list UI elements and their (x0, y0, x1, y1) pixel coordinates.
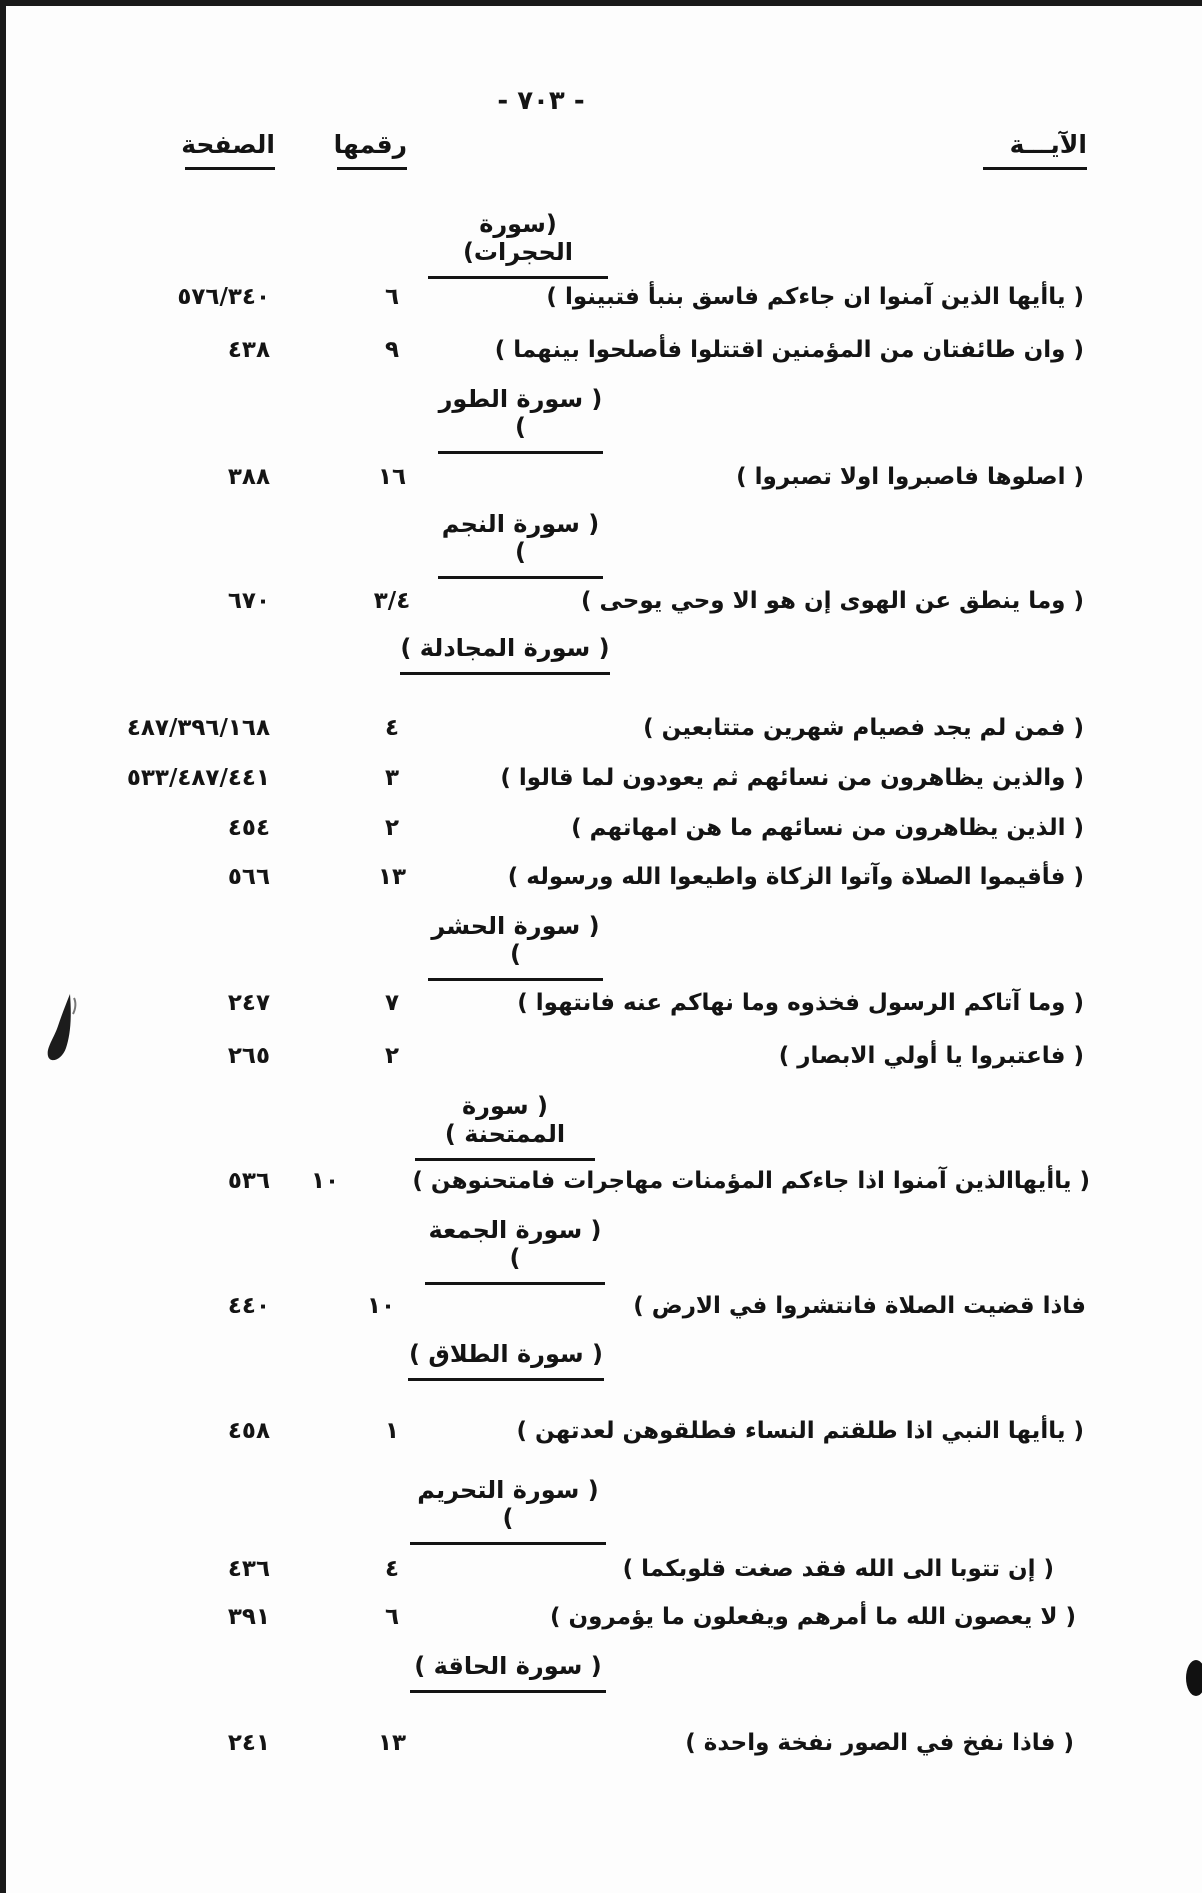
verse-text: ( لا يعصون الله ما أمرهم ويفعلون ما يؤمرون ) (549, 1604, 1076, 1630)
page-reference: ٤٣٦ (227, 1556, 270, 1582)
page-reference: ٤٨٧/٣٩٦/١٦٨ (126, 715, 270, 741)
scan-left-edge (0, 0, 6, 1893)
surah-title: ( سورة الطور ) (438, 385, 603, 454)
verse-number: ٧ (384, 990, 400, 1016)
verse-text: ( ياأيها النبي اذا طلقتم النساء فطلقوهن لعدتهن ) (516, 1418, 1084, 1444)
surah-title: (سورة الحجرات) (428, 210, 608, 279)
verse-text: ( وان طائفتان من المؤمنين اقتتلوا فأصلحوا بينهما ) (494, 337, 1084, 363)
page-reference: ٢٤٧ (227, 990, 270, 1016)
verse-number: ٢ (384, 815, 400, 841)
verse-number: ١٣ (377, 864, 407, 890)
page-reference: ٣٩١ (227, 1604, 270, 1630)
page-reference: ٤٥٨ (227, 1418, 270, 1444)
verse-text: ( ياأيها الذين آمنوا ان جاءكم فاسق بنبأ فتبينوا ) (546, 284, 1084, 310)
verse-number: ٤ (384, 1556, 400, 1582)
surah-title: ( سورة الحاقة ) (410, 1652, 606, 1693)
verse-text: ( والذين يظاهرون من نسائهم ثم يعودون لما قالوا ) (500, 765, 1084, 791)
surah-title: ( سورة الجمعة ) (425, 1216, 605, 1285)
verse-number: ١٦ (377, 464, 407, 490)
page-reference: ٥٧٦/٣٤٠ (177, 284, 270, 310)
page-reference: ٢٦٥ (227, 1043, 270, 1069)
page-reference: ٤٣٨ (227, 337, 270, 363)
verse-number: ٣ (384, 765, 400, 791)
verse-text: ( اصلوها فاصبروا اولا تصبروا ) (736, 464, 1084, 490)
verse-text: ( فأقيموا الصلاة وآتوا الزكاة واطيعوا الله ورسوله ) (507, 864, 1084, 890)
page-reference: ٥٣٦ (227, 1168, 270, 1194)
verse-text: ( فاعتبروا يا أولي الابصار ) (778, 1043, 1084, 1069)
verse-number: ١ (384, 1418, 400, 1444)
page-reference: ٥٦٦ (227, 864, 270, 890)
page-reference: ٥٣٣/٤٨٧/٤٤١ (126, 765, 270, 791)
surah-title: ( سورة الطلاق ) (408, 1340, 604, 1381)
verse-text: ( وما آتاكم الرسول فخذوه وما نهاكم عنه فانتهوا ) (517, 990, 1084, 1016)
verse-text: ( وما ينطق عن الهوى إن هو الا وحي يوحى ) (581, 588, 1084, 614)
column-header-verse: الآيـــة (983, 130, 1087, 170)
ink-smudge (40, 990, 90, 1070)
page-reference: ٣٨٨ (227, 464, 270, 490)
verse-number: ٦ (384, 1604, 400, 1630)
page-reference: ٢٤١ (227, 1730, 270, 1756)
verse-text: ( الذين يظاهرون من نسائهم ما هن امهاتهم ) (571, 815, 1084, 841)
verse-number: ١٠ (310, 1168, 340, 1194)
surah-title: ( سورة النجم ) (438, 510, 603, 579)
column-header-page: الصفحة (185, 130, 275, 170)
verse-number: ٢ (384, 1043, 400, 1069)
verse-number: ٣/٤ (373, 588, 411, 614)
page-reference: ٤٥٤ (227, 815, 270, 841)
verse-text: ( فمن لم يجد فصيام شهرين متتابعين ) (643, 715, 1084, 741)
scan-top-edge (0, 0, 1202, 6)
scan-edge-mark (1186, 1660, 1202, 1696)
verse-text: ( فاذا نفخ في الصور نفخة واحدة ) (685, 1730, 1074, 1756)
verse-number: ٦ (384, 284, 400, 310)
page-reference: ٦٧٠ (227, 588, 270, 614)
surah-title: ( سورة الحشر ) (428, 912, 603, 981)
page-reference: ٤٤٠ (227, 1293, 270, 1319)
verse-text: ( إن تتوبا الى الله فقد صغت قلوبكما ) (622, 1556, 1054, 1582)
verse-text: فاذا قضيت الصلاة فانتشروا في الارض ) (633, 1293, 1086, 1319)
verse-number: ١٠ (366, 1293, 396, 1319)
surah-title: ( سورة الممتحنة ) (415, 1092, 595, 1161)
verse-text: ( ياأيهاالذين آمنوا اذا جاءكم المؤمنات مهاجرات فامتحنوهن ) (412, 1168, 1090, 1194)
verse-number: ٤ (384, 715, 400, 741)
column-header-number: رقمها (337, 130, 407, 170)
verse-number: ١٣ (377, 1730, 407, 1756)
surah-title: ( سورة التحريم ) (410, 1476, 606, 1545)
verse-number: ٩ (384, 337, 400, 363)
surah-title: ( سورة المجادلة ) (400, 634, 610, 675)
page-number: - ٧٠٣ - (497, 86, 585, 116)
